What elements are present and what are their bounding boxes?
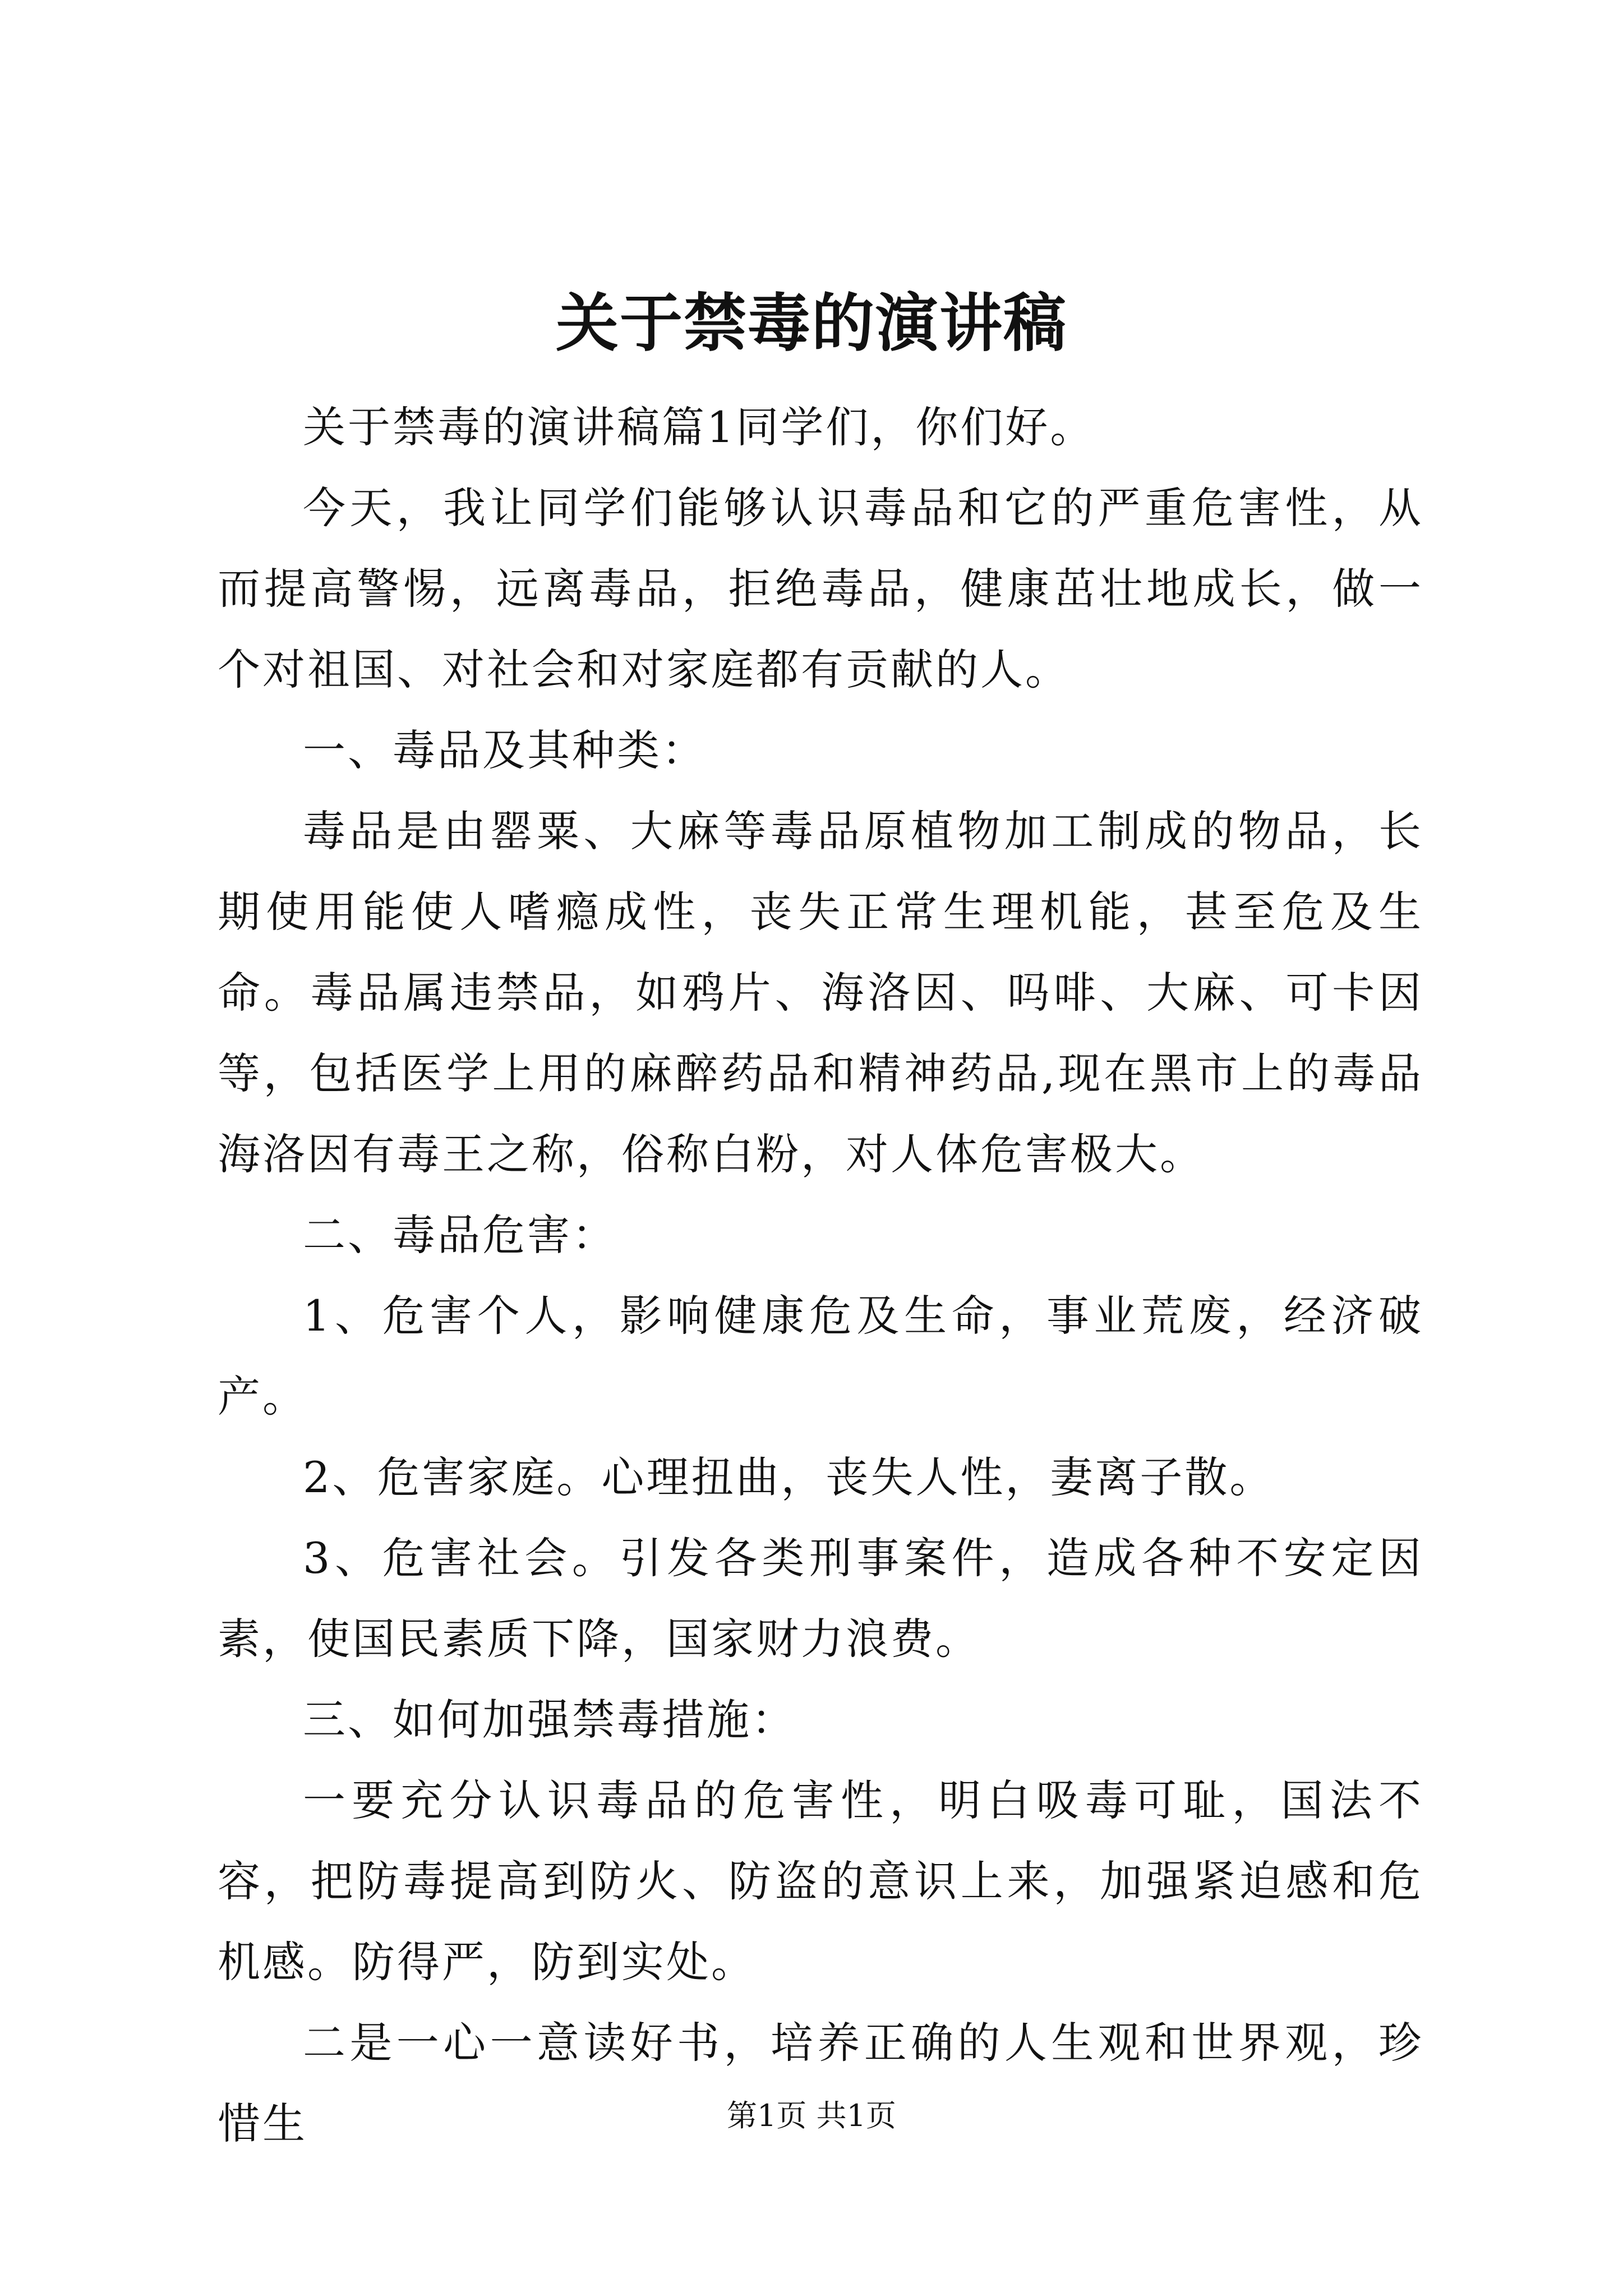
document-body [218,387,1423,2164]
document-title: 关于禁毒的演讲稿 [556,287,1067,360]
section-heading-drug-harm: 二、毒品危害： [303,1210,617,1260]
list-item-harm-society: 3、危害社会。引发各类刑事案件，造成各种不安定因素，使国民素质下降，国家财力浪费。 [218,1533,1423,1664]
paragraph-purpose: 今天，我让同学们能够认识毒品和它的严重危害性，从而提高警惕，远离毒品，拒绝毒品，健康茁壮地成长，做一个对祖国、对社会和对家庭都有贡献的人。 [218,483,1423,694]
paragraph-drug-types: 毒品是由罂粟、大麻等毒品原植物加工制成的物品，长期使用能使人嗜瘾成性，丧失正常生理机能，甚至危及生命。毒品属违禁品，如鸦片、海洛因、吗啡、大麻、可卡因等，包括医学上用的麻醉药品和精神药品,现在黑市上的毒品海洛因有毒王之称，俗称白粉，对人体危害极大。 [218,806,1423,1179]
section-heading-drug-types: 一、毒品及其种类： [303,725,707,775]
page-footer: 第1页 共1页 [727,2098,896,2133]
list-item-harm-family: 2、危害家庭。心理扭曲，丧失人性，妻离子散。 [303,1452,1275,1502]
section-heading-measures: 三、如何加强禁毒措施： [303,1695,796,1745]
paragraph-measure-one: 一要充分认识毒品的危害性，明白吸毒可耻，国法不容，把防毒提高到防火、防盗的意识上来，加强紧迫感和危机感。防得严，防到实处。 [218,1775,1423,1987]
paragraph-intro: 关于禁毒的演讲稿篇1同学们，你们好。 [303,402,1095,452]
paragraph-measure-two: 二是一心一意读好书，培养正确的人生观和世界观，珍惜生 [218,2018,1423,2148]
list-item-harm-individual: 1、危害个人，影响健康危及生命，事业荒废，经济破产。 [218,1291,1423,1421]
